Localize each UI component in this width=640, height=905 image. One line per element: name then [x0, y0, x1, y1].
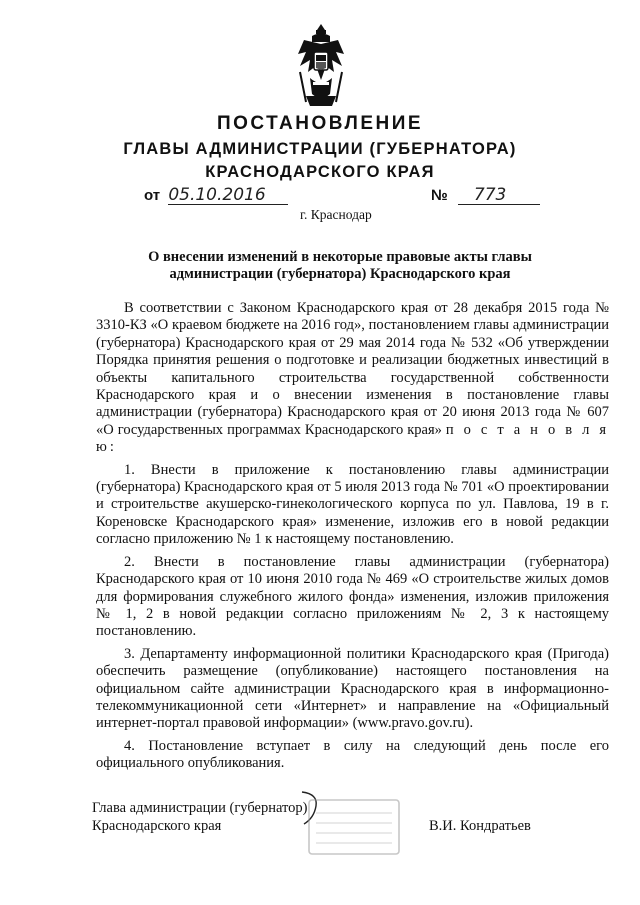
- subject-line2: администрации (губернатора) Краснодарского края: [169, 266, 511, 282]
- city-label: г. Краснодар: [300, 207, 372, 222]
- item-4: 4. Постановление вступает в силу на следующий день после его официального опубликования.: [96, 737, 609, 772]
- document-subtitle-line2: КРАСНОДАРСКОГО КРАЯ: [205, 163, 435, 181]
- document-body: [96, 300, 609, 778]
- number-value: 773: [473, 185, 507, 205]
- postanovlyayu-text: п о с т а н о в л я ю:: [96, 421, 610, 456]
- number-row: [431, 187, 540, 205]
- date-value: 05.10.2016: [168, 185, 266, 205]
- document-subtitle-line1: ГЛАВЫ АДМИНИСТРАЦИИ (ГУБЕРНАТОРА): [123, 140, 517, 158]
- preamble-text: В соответствии с Законом Краснодарского края от 28 декабря 2015 года № 3310-КЗ «О краевом бюджете на 2016 год», постановлением главы администрации (губернатора) Краснодарского края от 29 мая 2014 года № 532 «Об утверждении Порядка принятия решения о подготовке и реализации бюджетных инвестиций в объекты капитального строительства государственной собственности Краснодарского края и о внесении изменения в постановление главы администрации (губернатора) Краснодарского края от 20 июня 2013 года № 607 «О государственных программах Краснодарского края»: [96, 300, 609, 438]
- item-1: 1. Внести в приложение к постановлению главы администрации (губернатора) Краснодарского края от 5 июля 2013 года № 701 «О проектировании и строительстве акушерско-гинекологического корпуса по ул. Павлова, 19 в г. Кореновске Краснодарского края» изменение, изложив его в новой редакции согласно приложению № 1 к настоящему постановлению.: [96, 461, 609, 548]
- date-row: [144, 187, 288, 205]
- number-prefix: №: [431, 187, 448, 204]
- preamble-paragraph: [96, 300, 609, 457]
- subject-line1: О внесении изменений в некоторые правовые акты главы: [148, 249, 532, 265]
- document-title: ПОСТАНОВЛЕНИЕ: [216, 113, 424, 134]
- item-3: 3. Департаменту информационной политики Краснодарского края (Пригода) обеспечить размещение (опубликование) настоящего постановления на официальном сайте администрации Краснодарского края в информационно-телекоммуникационной сети «Интернет» и направление на «Официальный интернет-портал правовой информации» (www.pravo.gov.ru).: [96, 645, 609, 732]
- date-field: [168, 187, 288, 205]
- signature-name: В.И. Кондратьев: [429, 818, 531, 834]
- document-subject: [120, 249, 560, 283]
- date-prefix: от: [144, 187, 161, 204]
- item-2: 2. Внести в постановление главы администрации (губернатора) Краснодарского края от 10 июня 2010 года № 469 «О строительстве жилых домов для формирования служебного жилого фонда» изменения, изложив приложения № 1, 2 в новой редакции согласно приложениям № 2, 3 к настоящему постановлению.: [96, 553, 609, 640]
- signature-position-line2: Краснодарского края: [92, 818, 222, 834]
- number-field: [458, 187, 540, 205]
- seal-stamp-icon: [306, 797, 402, 857]
- coat-of-arms-icon: [296, 22, 346, 108]
- signature-position-line1: Глава администрации (губернатор): [92, 800, 308, 816]
